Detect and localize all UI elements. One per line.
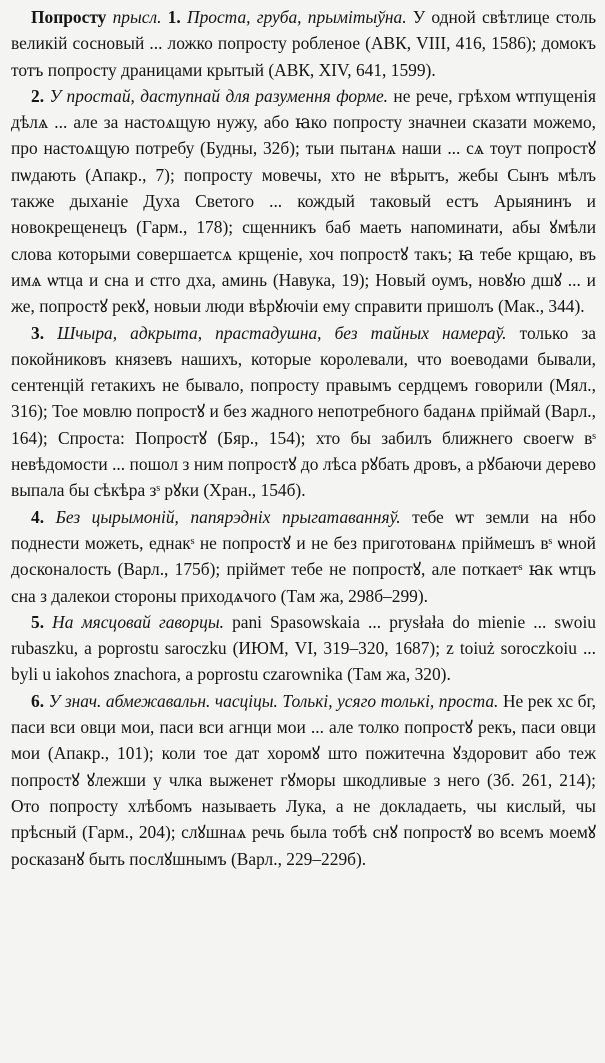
sense-definition: На мясцовай гаворцы. [52, 611, 224, 632]
entry-sense-5 [11, 609, 596, 688]
sense-citations: pani Spasowskaia ... prysłała do mienie ... swoiu rubaszku, a poprostu saroczku (ИЮМ, VI, 319–320, 1687); z toiuż soroczkoiu ... byli u iakohos znachora, a poprostu czarownika (Там жа, 320). [11, 611, 596, 685]
entry-sense-2 [11, 83, 596, 320]
sense-number: 4. [31, 506, 45, 527]
entry-sense-1 [11, 4, 596, 83]
sense-definition: У простай, даступнай для разумення форме. [49, 85, 389, 106]
sense-definition: Без цырымоній, папярэдніх прыгатаванняў. [55, 506, 401, 527]
entry-headword: Попросту [31, 7, 107, 27]
entry-sense-6 [11, 688, 596, 872]
sense-citations: тебе ѡт земли на нбо поднести можеть, еднакˢ не попростꙋ и не без приготованѧ пріймешъ вˢ ѡной досконалость (Варл., 175б); пріймет тебе не попростꙋ, але поткаетˢ ꙗк ѡтцъ сна з далекои стороны приходѧчого (Там жа, 298б–299). [11, 506, 596, 606]
sense-number: 3. [31, 322, 45, 343]
sense-citations: У одной свѣтлице столь великій сосновый ... ложко попросту робленое (АВК, VIII, 416, 1586); домокъ тотъ попросту драницами крытый (АВК, XIV, 641, 1599). [11, 7, 596, 80]
sense-number: 1. [167, 7, 181, 27]
part-of-speech: прысл. [112, 7, 162, 27]
sense-definition: Шчыра, адкрыта, прастадушна, без тайных намераў. [57, 322, 507, 343]
sense-citations: только за покойниковъ князевъ нашихъ, которые королевали, что воеводами бывали, сентенцій гетакихъ не бывало, попросту правымъ сердцемъ говорили (Мял., 316); Тое мовлю попростꙋ и без жадного непотребного баданѧ пріймай (Варл., 164); Спроста: Попростꙋ (Бяр., 154); хто бы забилъ ближнего своегѡ вˢ невѣдомости ... пошол з ним попростꙋ до лѣса рꙋбать дровъ, а рꙋбаючи дерево выпала бы сѣкѣра зˢ рꙋки (Хран., 154б). [11, 322, 596, 501]
sense-definition: У знач. абмежавальн. часціцы. Толькі, усяго толькі, проста. [48, 690, 499, 711]
sense-citations: не рече, грѣхом ѡтпущенія дѣлѧ ... але за настоѧщую нужу, або ꙗко попросту значнеи сказати можемо, про настоѧщую потребу (Будны, 32б); тыи пытанѧ наши ... сѧ тоут попростꙋ пѡдають (Апакр., 7); попросту мовечы, хто не вѣрытъ, жебы Сынъ мѣлъ также дыханіе Духа Светого ... кождый таковый естъ Арыянинъ и новокрещенецъ (Гарм., 178); сщенникъ баб маеть напоминати, абы ꙋмѣли слова которыми совершаетсѧ крщеніе, хоч попростꙋ такъ; ꙗ тебе крщаю, въ имѧ ѡтца и сна и стго дха, аминь (Навука, 19); Новый оумъ, новꙋю дшꙋ ... и же, попростꙋ рекꙋ, новыи люди вѣрꙋючіи ему справити пришолъ (Мак., 344). [11, 85, 596, 317]
sense-number: 5. [31, 611, 45, 632]
entry-sense-3 [11, 320, 596, 504]
sense-definition: Проста, груба, прымітыўна. [187, 7, 407, 27]
sense-number: 2. [31, 85, 45, 106]
sense-number: 6. [31, 690, 45, 711]
sense-citations: Не рек хс бг, паси вси овци мои, паси вси агнци мои ... але толко попростꙋ рекъ, паси овци мои (Апакр., 101); коли тое дат хоромꙋ што пожитечна ꙋздоровит або теж попростꙋ ꙋлежши у члка выженет гꙋморы шкодливые з него (Зб. 261, 214); Ото попросту хлѣбомъ называеть Лука, а не докладаеть, чы кислый, чы прѣсный (Гарм., 204); слꙋшнаѧ речь была тобѣ снꙋ попростꙋ во всемъ моемꙋ росказанꙋ быть послꙋшнымъ (Варл., 229–229б). [11, 690, 596, 869]
entry-sense-4 [11, 504, 596, 609]
